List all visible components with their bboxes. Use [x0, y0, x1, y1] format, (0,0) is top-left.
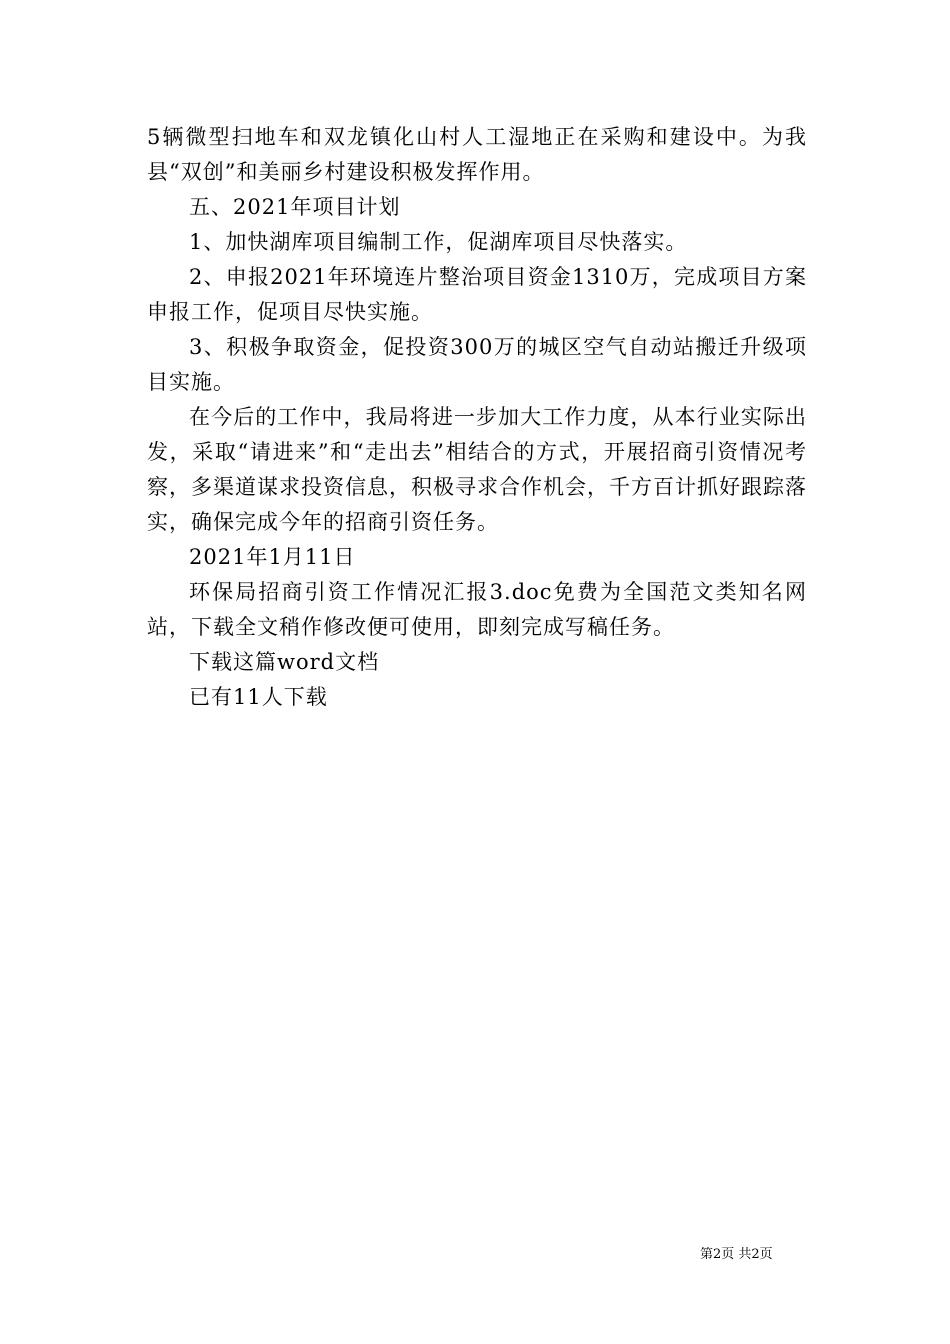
- site-notice: 环保局招商引资工作情况汇报3.doc免费为全国范文类知名网站，下载全文稍作修改便可使用，即刻完成写稿任务。: [147, 580, 807, 639]
- download-link[interactable]: 下载这篇word文档: [189, 650, 380, 674]
- document-date: 2021年1月11日: [189, 545, 356, 569]
- plan-item-1: 1、加快湖库项目编制工作，促湖库项目尽快落实。: [189, 230, 688, 254]
- closing-paragraph: 在今后的工作中，我局将进一步加大工作力度，从本行业实际出发，采取“请进来”和“走出去”相结合的方式，开展招商引资情况考察，多渠道谋求投资信息，积极寻求合作机会，千方百计抓好跟踪落实，确保完成今年的招商引资任务。: [147, 405, 807, 534]
- plan-item-2: 2、申报2021年环境连片整治项目资金1310万，完成项目方案申报工作，促项目尽快实施。: [147, 265, 807, 324]
- document-body: [147, 120, 807, 715]
- plan-item-3: 3、积极争取资金，促投资300万的城区空气自动站搬迁升级项目实施。: [147, 335, 807, 394]
- paragraph-continuation: 5辆微型扫地车和双龙镇化山村人工湿地正在采购和建设中。为我县“双创”和美丽乡村建设积极发挥作用。: [147, 125, 807, 184]
- download-count: 已有11人下载: [189, 685, 328, 709]
- page-number-footer: 第2页 共2页: [700, 1247, 773, 1262]
- section-heading: 五、2021年项目计划: [189, 195, 401, 219]
